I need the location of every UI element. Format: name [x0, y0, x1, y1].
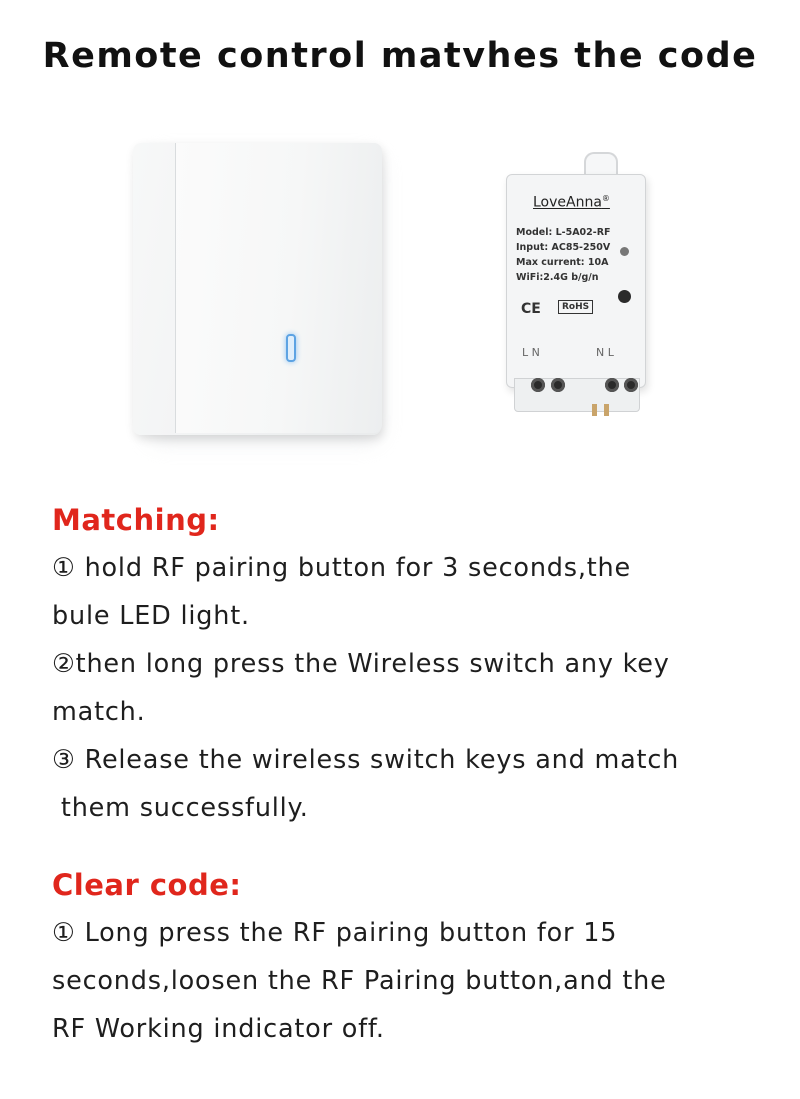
connector-pin-icon: [604, 404, 609, 416]
blue-led-indicator: [286, 334, 296, 362]
terminal-screw-icon: [551, 378, 565, 392]
matching-line: match.: [52, 697, 146, 727]
terminal-screw-icon: [624, 378, 638, 392]
spec-model: Model: L-5A02-RF: [516, 227, 611, 238]
spec-current: Max current: 10A: [516, 257, 609, 268]
clear-code-line: ① Long press the RF pairing button for 15: [52, 918, 618, 948]
switch-rocker: [175, 143, 382, 433]
clear-code-line: RF Working indicator off.: [52, 1014, 385, 1044]
terminal-screw-icon: [605, 378, 619, 392]
terminal-label-input: L N: [522, 346, 540, 359]
terminal-screw-icon: [531, 378, 545, 392]
spec-wifi: WiFi:2.4G b/g/n: [516, 272, 599, 283]
matching-heading: Matching:: [52, 503, 220, 537]
ce-mark: CE: [521, 301, 541, 317]
brand-name: LoveAnna: [533, 194, 602, 211]
rohs-mark: RoHS: [558, 300, 593, 314]
matching-line: them successfully.: [52, 793, 309, 823]
brand-label: [533, 194, 610, 211]
spec-input: Input: AC85-250V: [516, 242, 611, 253]
terminal-label-output: N L: [596, 346, 614, 359]
connector-pin-icon: [592, 404, 597, 416]
matching-line: ① hold RF pairing button for 3 seconds,the: [52, 553, 632, 583]
indicator-light-icon: [620, 247, 629, 256]
pairing-button-icon: [618, 290, 631, 303]
matching-line: ②then long press the Wireless switch any key: [52, 649, 670, 679]
brand-mark: ®: [601, 194, 610, 203]
clear-code-heading: Clear code:: [52, 868, 242, 902]
matching-line: bule LED light.: [52, 601, 250, 631]
page-title: Remote control matvhes the code: [42, 36, 758, 76]
clear-code-line: seconds,loosen the RF Pairing button,and the: [52, 966, 667, 996]
matching-line: ③ Release the wireless switch keys and match: [52, 745, 680, 775]
